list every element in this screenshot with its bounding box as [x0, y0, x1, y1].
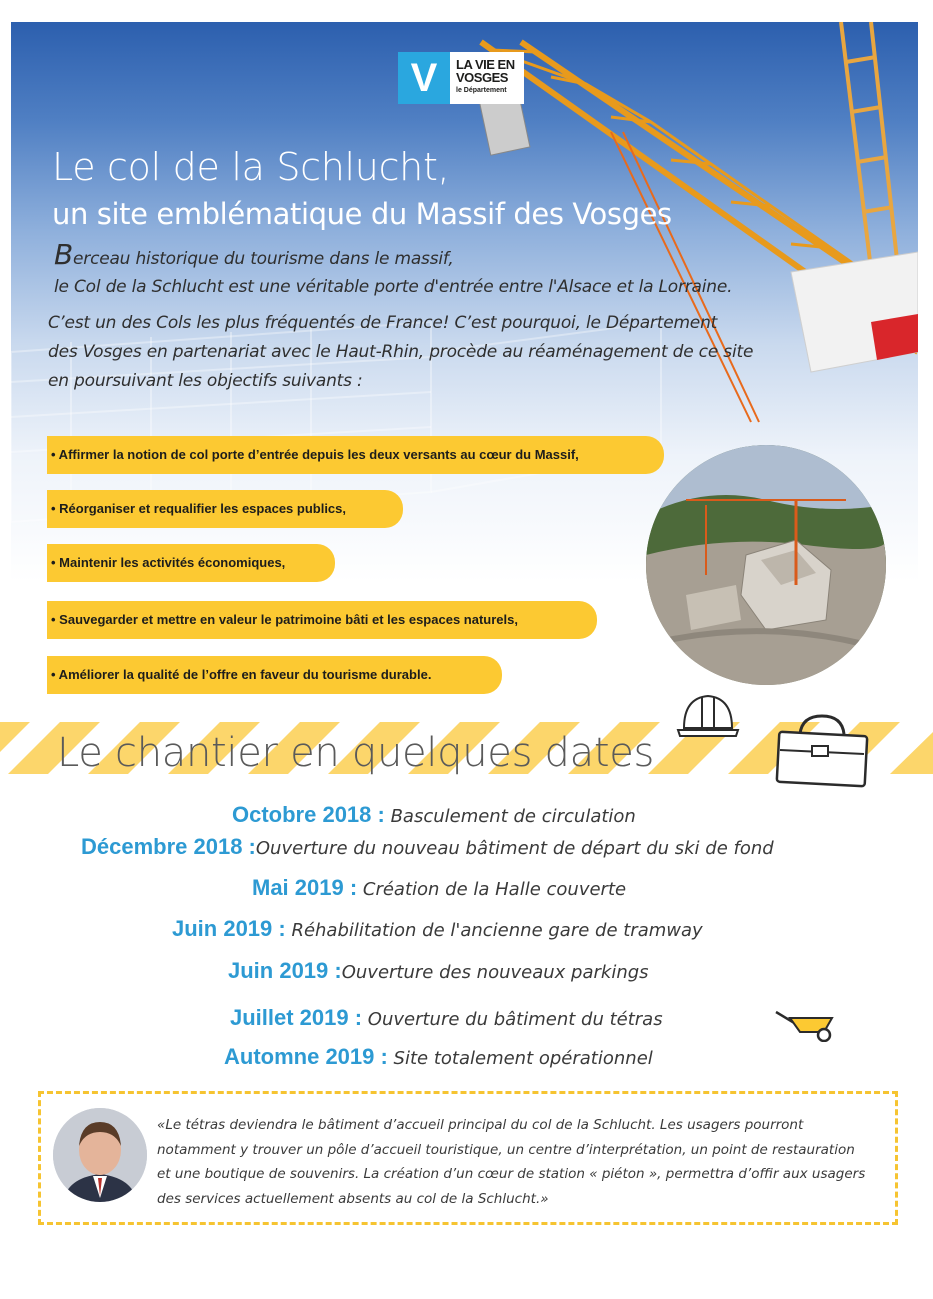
quote-line: et une boutique de souvenirs. La création d’un cœur de station « piéton », permettra d’offir aux usagers — [157, 1166, 866, 1182]
timeline-date: Décembre 2018 : — [81, 834, 256, 859]
page-subtitle: un site emblématique du Massif des Vosges — [52, 197, 672, 231]
intro-line-1-text: erceau historique du tourisme dans le massif, — [73, 249, 454, 269]
timeline-description: Ouverture du nouveau bâtiment de départ du ski de fond — [255, 838, 774, 859]
intro-line-5: en poursuivant les objectifs suivants : — [48, 371, 363, 391]
intro-line-1 — [54, 238, 454, 271]
timeline-description: Création de la Halle couverte — [357, 879, 627, 900]
timeline-item — [172, 916, 703, 942]
section-title: Le chantier en quelques dates — [57, 730, 655, 776]
page-title: Le col de la Schlucht, — [52, 145, 450, 189]
hard-hat-icon — [676, 688, 740, 740]
timeline-item — [224, 1044, 653, 1070]
logo-line3: le Département — [456, 87, 507, 94]
quote-line: notamment y trouver un pôle d’accueil touristique, un centre d’interprétation, un point de restauration — [157, 1141, 855, 1158]
timeline-date: Juin 2019 : — [172, 916, 286, 941]
objective-item: • Réorganiser et requalifier les espaces publics, — [47, 490, 403, 528]
quote-text — [157, 1113, 897, 1211]
objective-item: • Sauvegarder et mettre en valeur le patrimoine bâti et les espaces naturels, — [47, 601, 597, 639]
logo-wordmark — [450, 52, 515, 104]
timeline-date: Octobre 2018 : — [232, 802, 385, 827]
intro-line-2: le Col de la Schlucht est une véritable porte d'entrée entre l'Alsace et la Lorraine. — [54, 277, 733, 297]
construction-site-photo — [646, 445, 886, 685]
timeline-item — [252, 875, 626, 901]
timeline-item — [81, 834, 774, 860]
objective-item: • Améliorer la qualité de l’offre en faveur du tourisme durable. — [47, 656, 502, 694]
speaker-portrait — [53, 1108, 147, 1202]
quote-line: des services actuellement absents au col de la Schlucht.» — [157, 1190, 549, 1207]
timeline-date: Juin 2019 : — [228, 958, 342, 983]
department-logo — [398, 52, 524, 104]
intro-line-4: des Vosges en partenariat avec le Haut-Rhin, procède au réaménagement de ce site — [48, 342, 754, 362]
timeline-description: Ouverture du bâtiment du tétras — [362, 1009, 663, 1030]
objective-item: • Affirmer la notion de col porte d’entrée depuis les deux versants au cœur du Massif, — [47, 436, 664, 474]
timeline-item — [228, 958, 649, 984]
wheelbarrow-icon — [774, 1008, 836, 1042]
drop-cap: B — [54, 238, 74, 271]
timeline-item — [230, 1005, 663, 1031]
logo-line2: VOSGES — [456, 70, 508, 85]
toolbox-icon — [772, 712, 872, 790]
logo-mark: V — [398, 52, 450, 104]
timeline-item — [232, 802, 636, 828]
timeline-description: Basculement de circulation — [384, 806, 636, 827]
timeline-description: Ouverture des nouveaux parkings — [341, 962, 649, 983]
logo-line1: LA VIE EN — [456, 57, 515, 72]
objective-item: • Maintenir les activités économiques, — [47, 544, 335, 582]
timeline-description: Réhabilitation de l'ancienne gare de tramway — [285, 920, 703, 941]
timeline-description: Site totalement opérationnel — [387, 1048, 653, 1069]
intro-line-3: C’est un des Cols les plus fréquentés de France! C’est pourquoi, le Département — [48, 313, 718, 333]
timeline-date: Automne 2019 : — [224, 1044, 388, 1069]
quote-line: «Le tétras deviendra le bâtiment d’accueil principal du col de la Schlucht. Les usagers pourront — [157, 1117, 804, 1133]
timeline-date: Juillet 2019 : — [230, 1005, 363, 1030]
timeline-date: Mai 2019 : — [252, 875, 358, 900]
